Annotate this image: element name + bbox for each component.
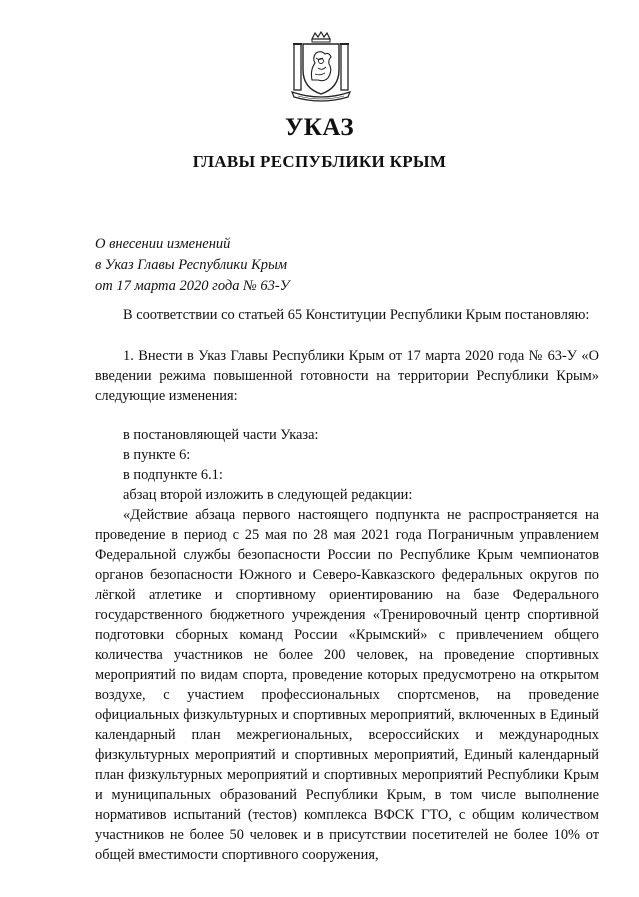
subject-line: О внесении изменений xyxy=(95,236,231,252)
decree-body xyxy=(95,305,599,865)
body-paragraph: в подпункте 6.1: xyxy=(123,467,223,483)
body-paragraph: абзац второй изложить в следующей редакции: xyxy=(123,487,413,503)
preamble-paragraph: В соответствии со статьей 65 Конституции Республики Крым постановляю: xyxy=(123,307,590,323)
quoted-amendment-paragraph: «Действие абзаца первого настоящего подпункта не распространяется на проведение в период с 25 мая по 28 мая 2021 года Пограничным управлением Федеральной службы безопасности России по Республике Крым чемпионатов органов безопасности Южного и Северо-Кавказского федеральных округов по лёгкой атлетике и спортивному ориентированию на базе Федерального государственного бюджетного учреждения «Тренировочный центр спортивной подготовки сборных команд России «Крымский» с привлечением общего количества участников не более 200 человек, на проведение спортивных мероприятий по видам спорта, проведение которых предусмотрено на открытом воздухе, с участием профессиональных спортсменов, на проведение официальных физкультурных и спортивных мероприятий, включенных в Единый календарный план межрегиональных, всероссийских и международных физкультурных мероприятий и спортивных мероприятий, Единый календарный план физкультурных мероприятий и спортивных мероприятий Республики Крым и муниципальных образований Республики Крым, в том числе выполнение нормативов испытаний (тестов) комплекса ВФСК ГТО, с общим количеством участников не более 50 человек и в присутствии посетителей не более 10% от общей вместимости спортивного сооружения, xyxy=(95,507,599,863)
subject-line: от 17 марта 2020 года № 63-У xyxy=(95,278,290,294)
subject-line: в Указ Главы Республики Крым xyxy=(95,257,288,273)
document-subject xyxy=(95,234,415,297)
crimea-coat-of-arms-icon xyxy=(288,30,354,102)
body-paragraph: в пункте 6: xyxy=(123,447,191,463)
clause-paragraph: 1. Внести в Указ Главы Республики Крым от 17 марта 2020 года № 63-У «О введении режима повышенной готовности на территории Республики Крым» следующие изменения: xyxy=(95,348,599,404)
document-type-heading: УКАЗ xyxy=(284,114,355,141)
body-paragraph: в постановляющей части Указа: xyxy=(123,427,319,443)
issuer-heading: ГЛАВЫ РЕСПУБЛИКИ КРЫМ xyxy=(192,152,447,171)
